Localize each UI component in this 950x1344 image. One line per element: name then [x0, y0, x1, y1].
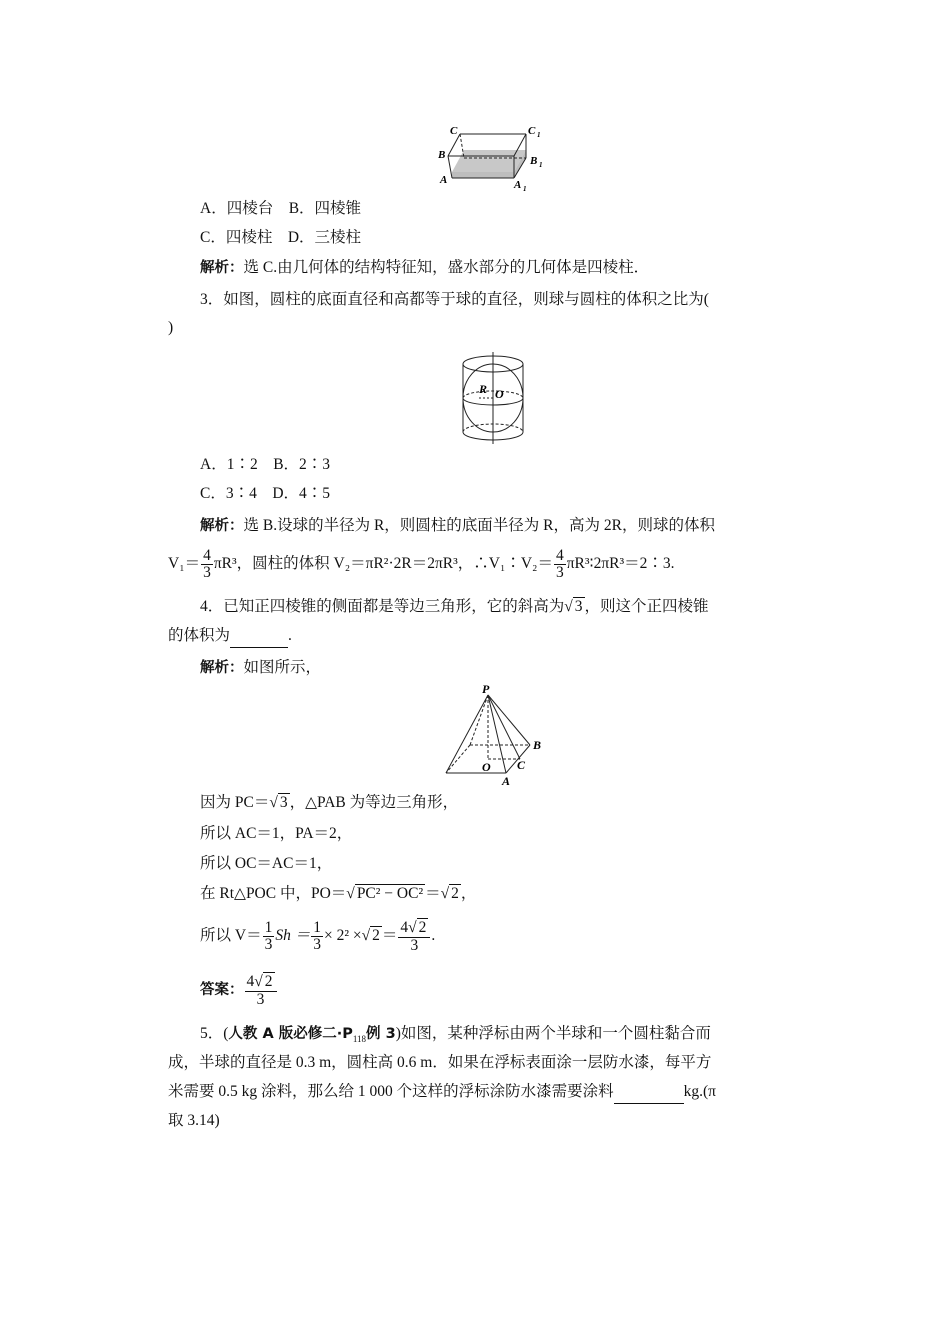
q4-solution-intro: 解析：如图所示，: [200, 659, 322, 676]
pyramid-figure: [440, 683, 550, 787]
q3-solution-1: 解析：选 B.设球的半径为 R，则圆柱的底面半径为 R，高为 2R，则球的体积: [200, 517, 715, 534]
label-a1: A: [514, 179, 522, 191]
q3-solution-2: V₁＝ $\frac{4}{3}$ πR³，圆柱的体积 V₂＝πR²·2R＝2πR³，∴V₁∶V₂＝ $\frac{4}{3}$ πR³∶2πR³＝2∶3.: [168, 546, 675, 581]
q4-step-4: 在 Rt△POC 中，PO＝√ PC² − OC² ＝√ 2 ，: [200, 885, 477, 902]
label-o: O: [495, 387, 504, 401]
q5-line-2: 成，半球的直径是 0.3 m，圆柱高 0.6 m．如果在浮标表面涂一层防水漆，每平方: [168, 1054, 712, 1071]
q4-stem-1: 4．已知正四棱锥的侧面都是等边三角形，它的斜高为√ 3 ，则这个正四棱锥: [200, 598, 709, 615]
q3-options-ab: A．1∶2 B．2∶3: [200, 456, 331, 473]
q4-step-1: 因为 PC＝√ 3 ，△PAB 为等边三角形，: [200, 794, 459, 811]
q4-step-2: 所以 AC＝1，PA＝2，: [200, 825, 353, 842]
q5-line-4: 取 3.14): [168, 1112, 220, 1129]
label-r: R: [479, 382, 488, 396]
q2-options-ab: A．四棱台 B．四棱锥: [200, 200, 362, 217]
q4-answer: 答案： $\frac{4√ 2}{3}$: [200, 968, 278, 1012]
label-o: O: [482, 760, 491, 774]
q2-options-cd: C．四棱柱 D．三棱柱: [200, 229, 362, 246]
label-a: A: [440, 174, 448, 186]
q5-line-1: 5．(人教 A 版必修二$\cdot P_{118}$例 3)如图，某种浮标由两个半球和一个圆柱黏合而: [200, 1025, 711, 1045]
label-c: C: [450, 125, 458, 137]
label-c: C: [517, 758, 526, 772]
svg-text:1: 1: [537, 131, 541, 139]
svg-text:1: 1: [523, 185, 527, 192]
answer-blank-q5[interactable]: [614, 1081, 684, 1104]
label-b: B: [438, 149, 446, 161]
q3-options-cd: C．3∶4 D．4∶5: [200, 485, 331, 502]
water-surface: [452, 150, 526, 172]
label-a: A: [502, 774, 511, 787]
q4-step-3: 所以 OC＝AC＝1，: [200, 855, 333, 872]
sphere-cylinder-figure: [455, 350, 535, 446]
q3-stem: 3．如图，圆柱的底面直径和高都等于球的直径，则球与圆柱的体积之比为(: [200, 291, 709, 308]
q4-step-5: 所以 V＝ $\frac{1}{3}$ Sh ＝ $\frac{1}{3}$ × 2² ×√ 2 ＝ $\frac{4√ 2}{3}$ .: [200, 918, 436, 955]
q5-line-3: 米需要 0.5 kg 涂料，那么给 1 000 个这样的浮标涂防水漆需要涂料 kg.(π: [168, 1081, 716, 1104]
label-b1: B: [530, 155, 538, 167]
label-b: B: [533, 738, 542, 752]
label-c1: C: [528, 125, 536, 137]
svg-text:1: 1: [539, 161, 543, 169]
q3-stem-end: ): [168, 319, 174, 336]
q2-solution: 解析：选 C.由几何体的结构特征知，盛水部分的几何体是四棱柱．: [200, 259, 650, 276]
answer-blank[interactable]: [230, 625, 288, 648]
prism-figure: [438, 122, 558, 192]
q4-stem-2: 的体积为 .: [168, 625, 292, 648]
label-p: P: [482, 683, 490, 696]
